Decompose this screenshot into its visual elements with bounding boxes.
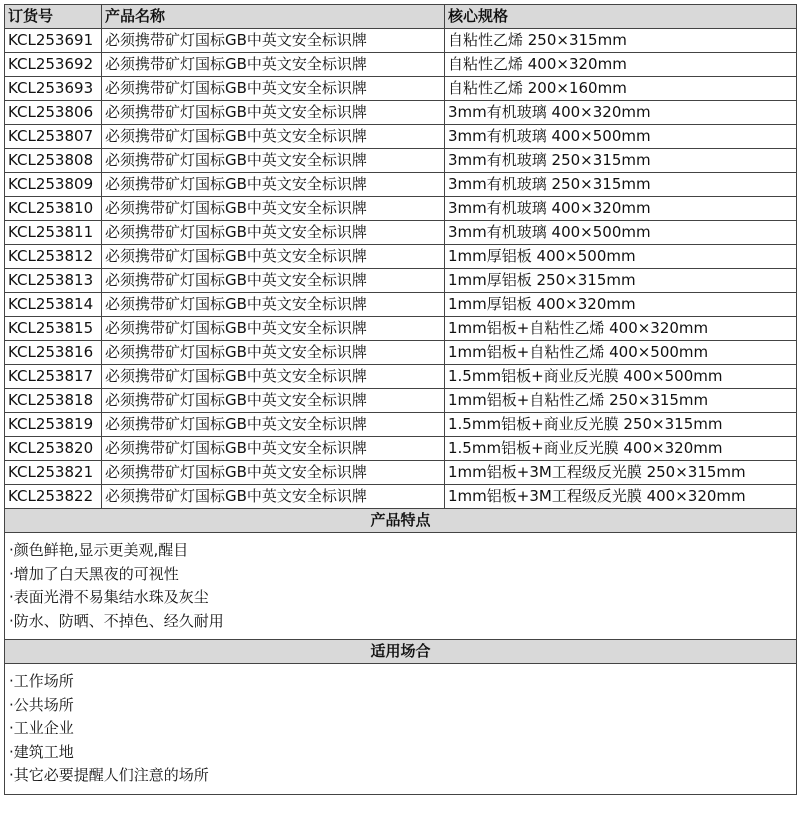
table-row xyxy=(5,173,797,197)
product-name-cell: 必须携带矿灯国标GB中英文安全标识牌 xyxy=(102,173,445,197)
list-item: ·公共场所 xyxy=(9,695,74,714)
order-number-cell: KCL253691 xyxy=(5,29,102,53)
order-number-cell: KCL253815 xyxy=(5,317,102,341)
core-spec-cell: 3mm有机玻璃 400×320mm xyxy=(445,101,797,125)
table-row xyxy=(5,461,797,485)
core-spec-cell: 3mm有机玻璃 250×315mm xyxy=(445,149,797,173)
core-spec-cell: 1.5mm铝板+商业反光膜 250×315mm xyxy=(445,413,797,437)
applications-title: 适用场合 xyxy=(5,640,797,664)
table-row xyxy=(5,29,797,53)
features-content-row xyxy=(5,533,797,640)
features-title: 产品特点 xyxy=(5,509,797,533)
features-title-row xyxy=(5,509,797,533)
order-number-cell: KCL253692 xyxy=(5,53,102,77)
product-name-cell: 必须携带矿灯国标GB中英文安全标识牌 xyxy=(102,461,445,485)
core-spec-cell: 3mm有机玻璃 400×500mm xyxy=(445,221,797,245)
table-row xyxy=(5,149,797,173)
order-number-cell: KCL253811 xyxy=(5,221,102,245)
list-item: ·表面光滑不易集结水珠及灰尘 xyxy=(9,588,209,606)
product-name-cell: 必须携带矿灯国标GB中英文安全标识牌 xyxy=(102,53,445,77)
table-row xyxy=(5,77,797,101)
table-row xyxy=(5,245,797,269)
order-number-cell: KCL253808 xyxy=(5,149,102,173)
table-row xyxy=(5,389,797,413)
core-spec-cell: 1mm铝板+自粘性乙烯 250×315mm xyxy=(445,389,797,413)
core-spec-cell: 3mm有机玻璃 250×315mm xyxy=(445,173,797,197)
table-row xyxy=(5,413,797,437)
list-item: ·防水、防晒、不掉色、经久耐用 xyxy=(9,611,224,630)
table-row xyxy=(5,221,797,245)
product-name-cell: 必须携带矿灯国标GB中英文安全标识牌 xyxy=(102,293,445,317)
product-name-cell: 必须携带矿灯国标GB中英文安全标识牌 xyxy=(102,125,445,149)
table-row xyxy=(5,341,797,365)
product-name-cell: 必须携带矿灯国标GB中英文安全标识牌 xyxy=(102,269,445,293)
core-spec-cell: 1mm厚铝板 250×315mm xyxy=(445,269,797,293)
product-name-cell: 必须携带矿灯国标GB中英文安全标识牌 xyxy=(102,77,445,101)
order-number-cell: KCL253821 xyxy=(5,461,102,485)
core-spec-cell: 1mm铝板+自粘性乙烯 400×500mm xyxy=(445,341,797,365)
applications-content-row xyxy=(5,664,797,795)
table-row xyxy=(5,53,797,77)
table-row xyxy=(5,485,797,509)
list-item: ·颜色鲜艳,显示更美观,醒目 xyxy=(9,541,189,559)
product-spec-table xyxy=(4,4,797,795)
core-spec-cell: 1mm铝板+3M工程级反光膜 250×315mm xyxy=(445,461,797,485)
product-name-cell: 必须携带矿灯国标GB中英文安全标识牌 xyxy=(102,341,445,365)
table-row xyxy=(5,293,797,317)
core-spec-cell: 1mm铝板+3M工程级反光膜 400×320mm xyxy=(445,485,797,509)
core-spec-cell: 3mm有机玻璃 400×500mm xyxy=(445,125,797,149)
order-number-cell: KCL253813 xyxy=(5,269,102,293)
order-number-cell: KCL253820 xyxy=(5,437,102,461)
product-name-cell: 必须携带矿灯国标GB中英文安全标识牌 xyxy=(102,317,445,341)
applications-list xyxy=(5,664,797,795)
product-name-cell: 必须携带矿灯国标GB中英文安全标识牌 xyxy=(102,365,445,389)
applications-title-row xyxy=(5,640,797,664)
order-number-cell: KCL253806 xyxy=(5,101,102,125)
order-number-cell: KCL253818 xyxy=(5,389,102,413)
core-spec-cell: 自粘性乙烯 200×160mm xyxy=(445,77,797,101)
core-spec-cell: 自粘性乙烯 400×320mm xyxy=(445,53,797,77)
product-name-cell: 必须携带矿灯国标GB中英文安全标识牌 xyxy=(102,413,445,437)
order-number-cell: KCL253809 xyxy=(5,173,102,197)
product-name-cell: 必须携带矿灯国标GB中英文安全标识牌 xyxy=(102,221,445,245)
core-spec-cell: 1mm厚铝板 400×500mm xyxy=(445,245,797,269)
table-row xyxy=(5,437,797,461)
table-row xyxy=(5,101,797,125)
product-name-cell: 必须携带矿灯国标GB中英文安全标识牌 xyxy=(102,149,445,173)
order-number-cell: KCL253816 xyxy=(5,341,102,365)
order-number-cell: KCL253819 xyxy=(5,413,102,437)
table-row xyxy=(5,269,797,293)
table-row xyxy=(5,365,797,389)
order-number-cell: KCL253814 xyxy=(5,293,102,317)
header-core-spec: 核心规格 xyxy=(445,5,797,29)
list-item: ·工业企业 xyxy=(9,719,74,737)
product-name-cell: 必须携带矿灯国标GB中英文安全标识牌 xyxy=(102,101,445,125)
core-spec-cell: 1.5mm铝板+商业反光膜 400×320mm xyxy=(445,437,797,461)
core-spec-cell: 1.5mm铝板+商业反光膜 400×500mm xyxy=(445,365,797,389)
order-number-cell: KCL253817 xyxy=(5,365,102,389)
table-row xyxy=(5,197,797,221)
product-spec-sheet xyxy=(4,4,796,795)
product-name-cell: 必须携带矿灯国标GB中英文安全标识牌 xyxy=(102,29,445,53)
core-spec-cell: 3mm有机玻璃 400×320mm xyxy=(445,197,797,221)
table-header-row xyxy=(5,5,797,29)
order-number-cell: KCL253822 xyxy=(5,485,102,509)
product-name-cell: 必须携带矿灯国标GB中英文安全标识牌 xyxy=(102,245,445,269)
table-row xyxy=(5,125,797,149)
product-name-cell: 必须携带矿灯国标GB中英文安全标识牌 xyxy=(102,437,445,461)
order-number-cell: KCL253812 xyxy=(5,245,102,269)
list-item: ·工作场所 xyxy=(9,672,74,690)
header-product-name: 产品名称 xyxy=(102,5,445,29)
order-number-cell: KCL253810 xyxy=(5,197,102,221)
product-name-cell: 必须携带矿灯国标GB中英文安全标识牌 xyxy=(102,197,445,221)
table-body xyxy=(5,29,797,509)
header-order-number: 订货号 xyxy=(5,5,102,29)
core-spec-cell: 1mm铝板+自粘性乙烯 400×320mm xyxy=(445,317,797,341)
product-name-cell: 必须携带矿灯国标GB中英文安全标识牌 xyxy=(102,389,445,413)
table-row xyxy=(5,317,797,341)
list-item: ·建筑工地 xyxy=(9,742,74,761)
core-spec-cell: 1mm厚铝板 400×320mm xyxy=(445,293,797,317)
core-spec-cell: 自粘性乙烯 250×315mm xyxy=(445,29,797,53)
list-item: ·增加了白天黑夜的可视性 xyxy=(9,564,179,583)
features-list xyxy=(5,533,797,640)
order-number-cell: KCL253693 xyxy=(5,77,102,101)
order-number-cell: KCL253807 xyxy=(5,125,102,149)
list-item: ·其它必要提醒人们注意的场所 xyxy=(9,766,209,784)
product-name-cell: 必须携带矿灯国标GB中英文安全标识牌 xyxy=(102,485,445,509)
